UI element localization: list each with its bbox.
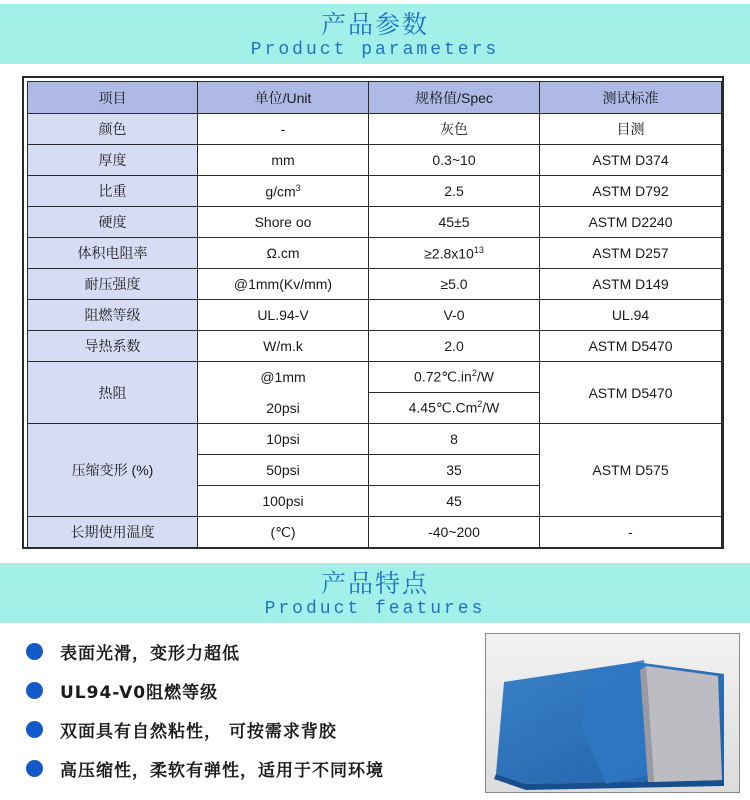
row-label: 长期使用温度	[28, 517, 198, 548]
column-header: 单位/Unit	[198, 82, 369, 114]
column-header: 规格值/Spec	[369, 82, 540, 114]
table-row	[28, 517, 722, 548]
unit-text: g/cm	[265, 183, 296, 200]
standard-cell: ASTM D5470	[540, 362, 722, 424]
table-row	[28, 300, 722, 331]
unit-cell: Ω.cm	[198, 238, 369, 269]
feature-text: 高压缩性，柔软有弹性，适用于不同环境	[60, 761, 384, 781]
table-row	[28, 145, 722, 176]
standard-cell: ASTM D2240	[540, 207, 722, 238]
unit-cell: mm	[198, 145, 369, 176]
standard-cell: 目测	[540, 114, 722, 145]
row-label: 阻燃等级	[28, 300, 198, 331]
row-label: 热阻	[28, 362, 198, 424]
spec-text: 0.72℃.in	[414, 368, 472, 385]
spec-cell: 35	[369, 455, 540, 486]
params-table	[27, 81, 722, 548]
bullet-icon	[26, 682, 43, 699]
table-row	[28, 238, 722, 269]
spec-unit-tail: /W	[482, 399, 500, 416]
row-label: 颜色	[28, 114, 198, 145]
unit-cell: -	[198, 114, 369, 145]
params-table-frame	[22, 76, 724, 549]
standard-cell: ASTM D374	[540, 145, 722, 176]
thermal-pad-photo	[486, 634, 740, 793]
table-header-row	[28, 82, 722, 114]
spec-superscript: 2	[471, 368, 477, 379]
unit-cell: @1mm	[198, 362, 369, 393]
product-photo	[485, 633, 740, 793]
spec-cell: 45±5	[369, 207, 540, 238]
table-row	[28, 207, 722, 238]
unit-cell: 50psi	[198, 455, 369, 486]
spec-unit-tail: /W	[476, 368, 494, 385]
features-title-zh: 产品特点	[320, 569, 429, 598]
feature-text: 双面具有自然粘性， 可按需求背胶	[60, 722, 337, 742]
spec-cell	[369, 238, 540, 269]
features-list	[22, 632, 472, 788]
unit-cell: @1mm(Kv/mm)	[198, 269, 369, 300]
unit-cell: 20psi	[198, 393, 369, 424]
features-title-en: Product features	[264, 599, 486, 619]
spec-superscript: 13	[473, 244, 484, 255]
standard-cell: -	[540, 517, 722, 548]
table-row	[28, 176, 722, 207]
unit-cell	[198, 176, 369, 207]
spec-cell: 0.3~10	[369, 145, 540, 176]
standard-cell: UL.94	[540, 300, 722, 331]
params-title-zh: 产品参数	[320, 10, 429, 39]
spec-cell: 45	[369, 486, 540, 517]
unit-superscript: 3	[295, 182, 301, 193]
standard-cell: ASTM D792	[540, 176, 722, 207]
column-header: 测试标准	[540, 82, 722, 114]
row-label: 厚度	[28, 145, 198, 176]
list-item	[22, 671, 472, 710]
bullet-icon	[26, 643, 43, 660]
unit-cell: UL.94-V	[198, 300, 369, 331]
unit-cell: 100psi	[198, 486, 369, 517]
unit-cell: W/m.k	[198, 331, 369, 362]
standard-cell: ASTM D257	[540, 238, 722, 269]
table-row	[28, 331, 722, 362]
spec-cell: V-0	[369, 300, 540, 331]
table-row	[28, 269, 722, 300]
feature-text: UL94-V0阻燃等级	[60, 683, 219, 703]
row-label: 导热系数	[28, 331, 198, 362]
row-label: 体积电阻率	[28, 238, 198, 269]
spec-cell: 灰色	[369, 114, 540, 145]
row-label: 压缩变形 (%)	[28, 424, 198, 517]
standard-cell: ASTM D149	[540, 269, 722, 300]
list-item	[22, 710, 472, 749]
spec-superscript: 2	[477, 399, 483, 410]
gray-pad-sheet	[646, 666, 722, 782]
standard-cell: ASTM D5470	[540, 331, 722, 362]
spec-cell: -40~200	[369, 517, 540, 548]
list-item	[22, 632, 472, 671]
row-label: 硬度	[28, 207, 198, 238]
spec-cell	[369, 362, 540, 393]
standard-cell: ASTM D575	[540, 424, 722, 517]
spec-text: ≥2.8x10	[424, 245, 474, 262]
spec-cell	[369, 393, 540, 424]
spec-text: 4.45℃.Cm	[408, 399, 478, 416]
params-banner	[0, 4, 750, 64]
table-row	[28, 362, 722, 393]
unit-cell: Shore oo	[198, 207, 369, 238]
feature-text: 表面光滑，变形力超低	[60, 644, 240, 664]
bullet-icon	[26, 721, 43, 738]
table-row	[28, 424, 722, 455]
bullet-icon	[26, 760, 43, 777]
column-header: 项目	[28, 82, 198, 114]
row-label: 耐压强度	[28, 269, 198, 300]
spec-cell: ≥5.0	[369, 269, 540, 300]
spec-cell: 2.5	[369, 176, 540, 207]
table-row	[28, 114, 722, 145]
spec-cell: 2.0	[369, 331, 540, 362]
unit-cell: 10psi	[198, 424, 369, 455]
spec-cell: 8	[369, 424, 540, 455]
list-item	[22, 749, 472, 788]
row-label: 比重	[28, 176, 198, 207]
features-banner	[0, 563, 750, 623]
params-title-en: Product parameters	[250, 40, 500, 60]
unit-cell: (℃)	[198, 517, 369, 548]
